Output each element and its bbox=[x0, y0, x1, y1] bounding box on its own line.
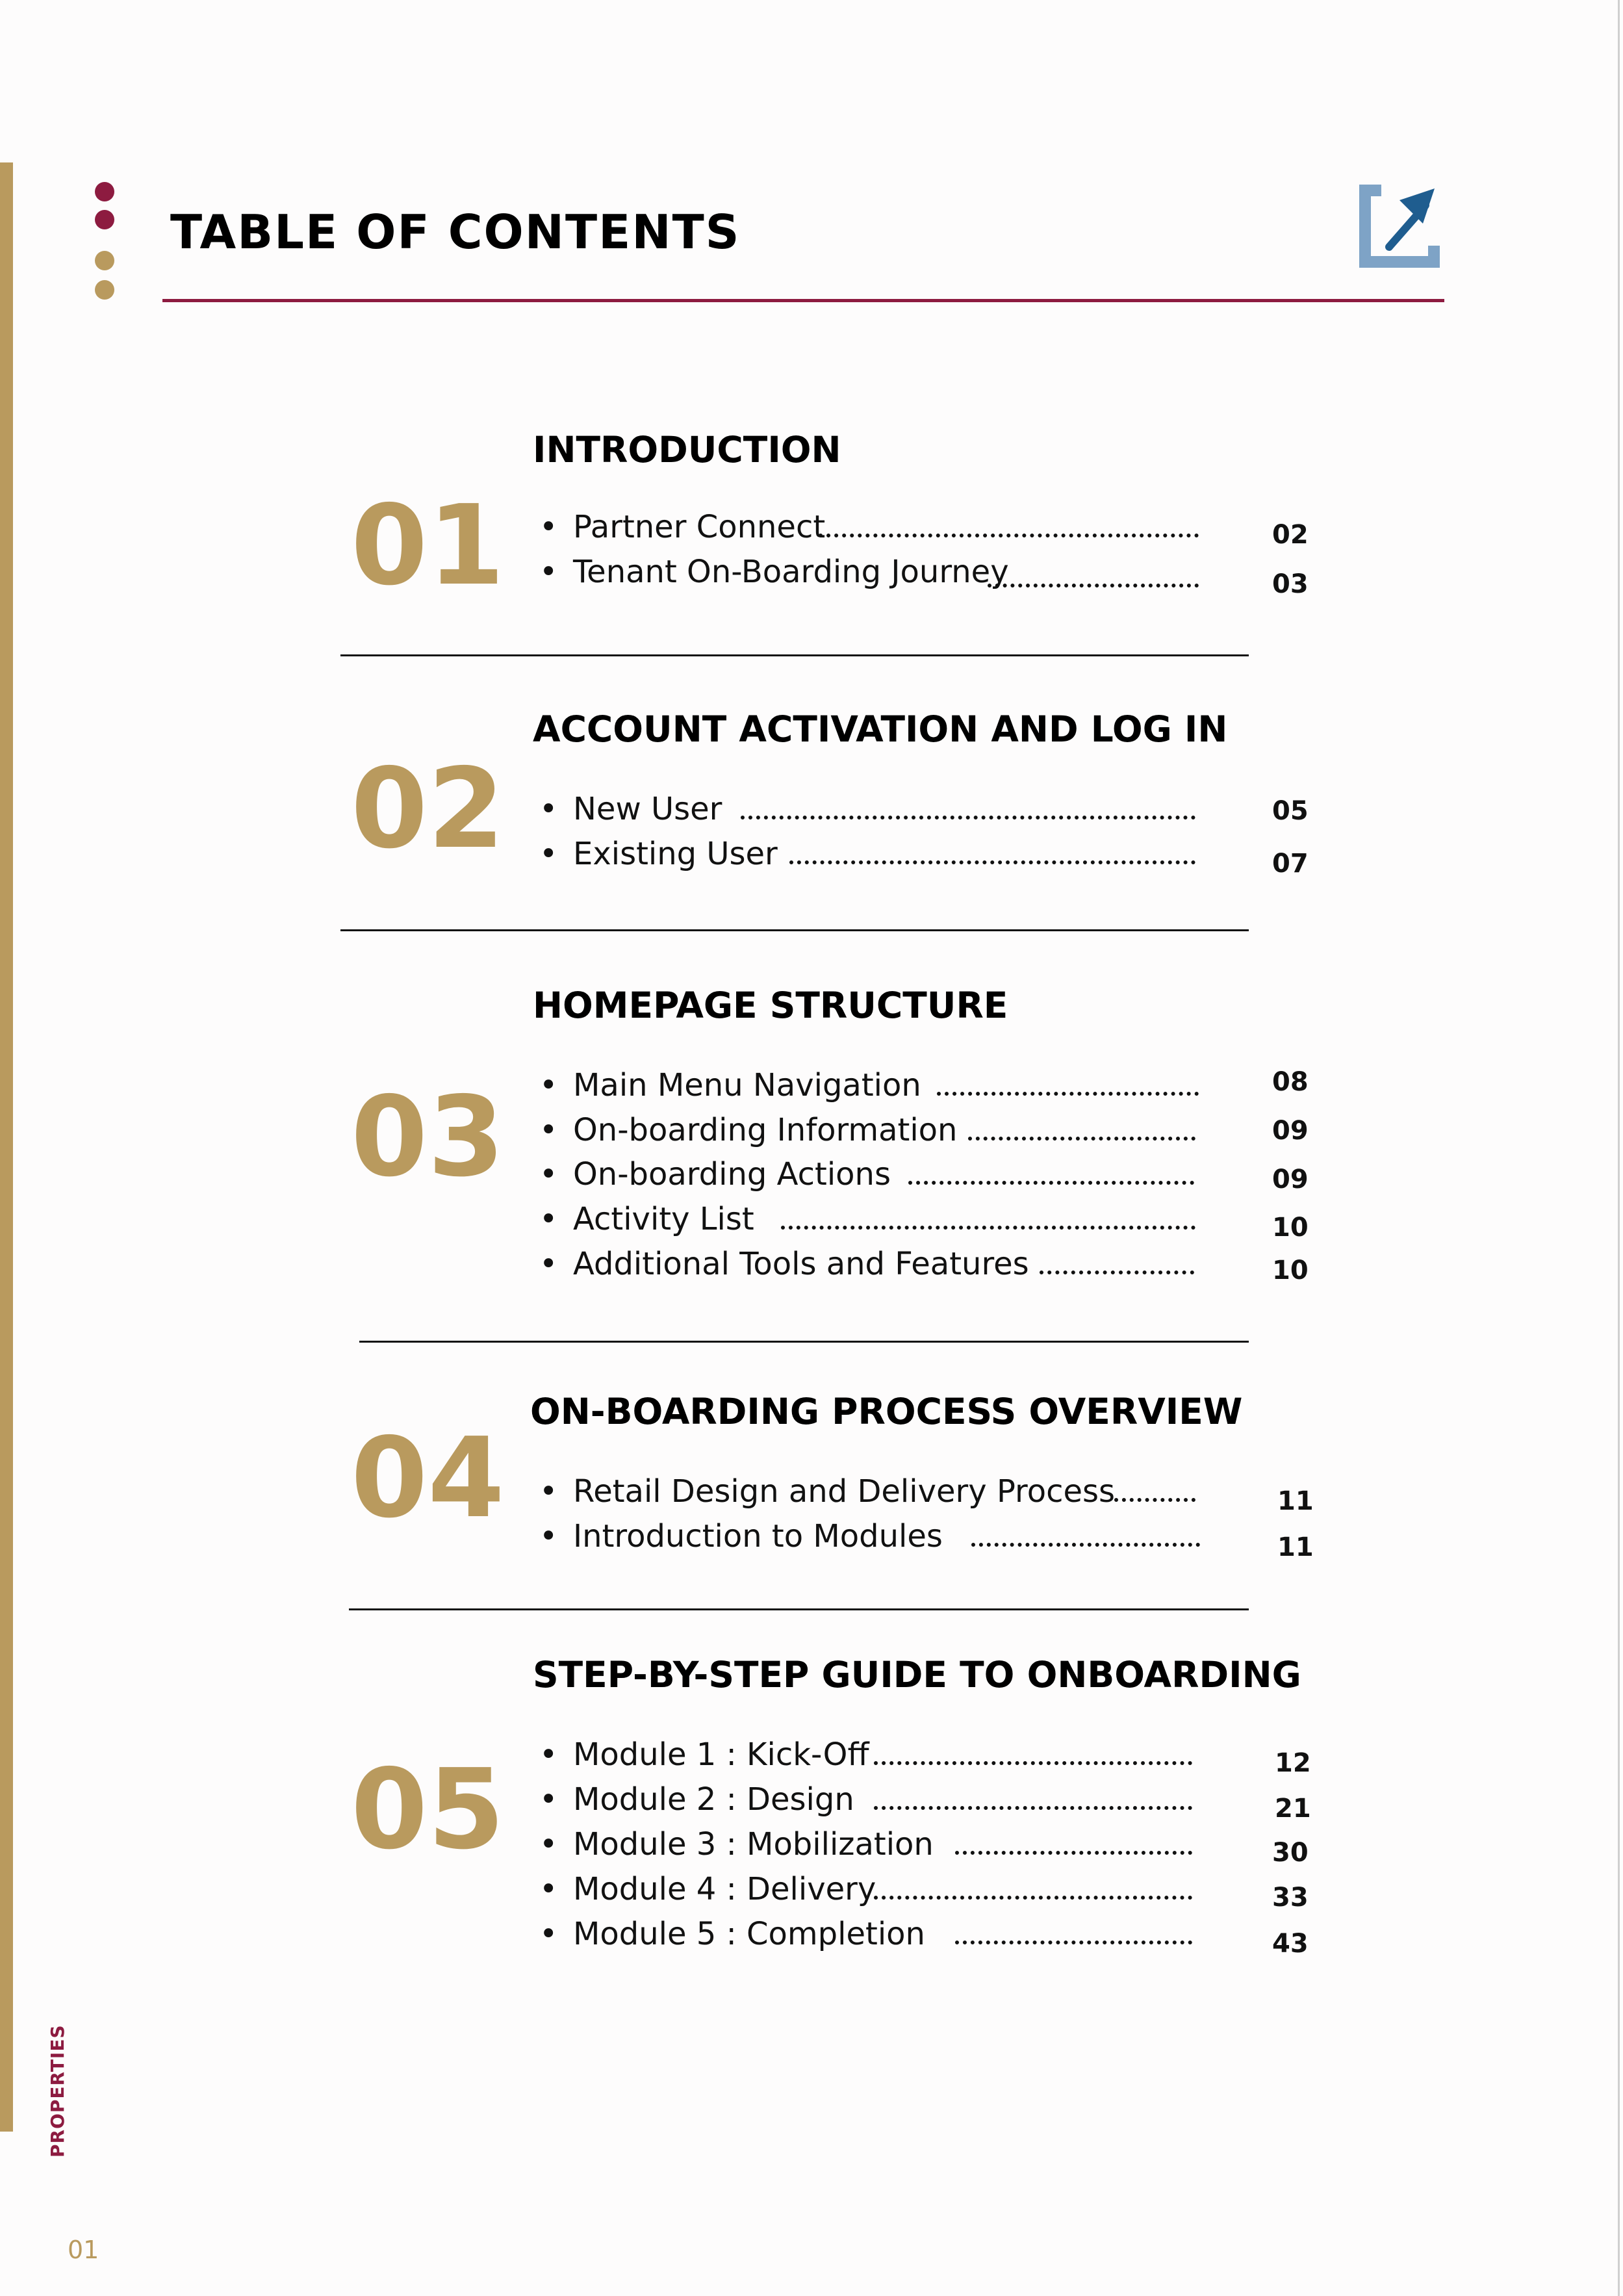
entry-page-number: 09 bbox=[1272, 1165, 1309, 1194]
entry-page-number: 07 bbox=[1272, 849, 1309, 879]
toc-entry[interactable] bbox=[539, 1916, 1192, 1955]
title-underline bbox=[162, 299, 1444, 302]
toc-entry[interactable] bbox=[539, 1156, 1194, 1195]
section-divider bbox=[359, 1341, 1249, 1343]
entry-label: Module 1 : Kick-Off bbox=[573, 1736, 869, 1773]
section-divider bbox=[349, 1608, 1249, 1610]
page-title: TABLE OF CONTENTS bbox=[170, 205, 741, 259]
entry-label: Module 4 : Delivery bbox=[573, 1871, 876, 1907]
entry-label: Tenant On-Boarding Journey bbox=[573, 554, 1009, 590]
section-divider bbox=[340, 654, 1249, 656]
entry-label: Module 5 : Completion bbox=[573, 1916, 925, 1952]
bullet-icon: • bbox=[539, 1067, 558, 1103]
bullet-icon: • bbox=[539, 1246, 558, 1282]
dot-leader bbox=[955, 1941, 1192, 1944]
toc-entry[interactable] bbox=[539, 554, 1199, 593]
toc-entry[interactable] bbox=[539, 509, 1199, 548]
bullet-icon: • bbox=[539, 1781, 558, 1818]
decor-dot-maroon-1 bbox=[95, 182, 114, 201]
entry-label: Module 2 : Design bbox=[573, 1781, 854, 1818]
section-heading[interactable]: ON-BOARDING PROCESS OVERVIEW bbox=[530, 1391, 1243, 1432]
dot-leader bbox=[937, 1092, 1199, 1096]
toc-entry[interactable] bbox=[539, 1736, 1192, 1775]
bullet-icon: • bbox=[539, 554, 558, 590]
section-number: 04 bbox=[351, 1414, 505, 1543]
toc-entry[interactable] bbox=[539, 1067, 1199, 1106]
left-accent-bar bbox=[0, 162, 13, 2132]
page-edge-line bbox=[1618, 0, 1620, 2296]
bullet-icon: • bbox=[539, 1473, 558, 1510]
entry-page-number: 03 bbox=[1272, 569, 1309, 599]
bullet-icon: • bbox=[539, 1826, 558, 1863]
toc-entry[interactable] bbox=[539, 1871, 1192, 1910]
toc-entry[interactable] bbox=[539, 1518, 1200, 1557]
bullet-icon: • bbox=[539, 1518, 558, 1554]
dot-leader bbox=[968, 1137, 1195, 1141]
entry-label: Existing User bbox=[573, 836, 778, 872]
toc-entry[interactable] bbox=[539, 1826, 1192, 1865]
dot-leader bbox=[988, 584, 1199, 587]
section-number: 02 bbox=[351, 745, 505, 873]
bullet-icon: • bbox=[539, 1736, 558, 1773]
entry-page-number: 10 bbox=[1272, 1256, 1309, 1285]
entry-page-number: 43 bbox=[1272, 1929, 1309, 1959]
toc-entry[interactable] bbox=[539, 1201, 1195, 1240]
dot-leader bbox=[908, 1181, 1194, 1185]
bullet-icon: • bbox=[539, 836, 558, 872]
entry-label: Module 3 : Mobilization bbox=[573, 1826, 934, 1863]
entry-page-number: 05 bbox=[1272, 796, 1309, 826]
section-heading[interactable]: INTRODUCTION bbox=[533, 429, 841, 471]
entry-label: Retail Design and Delivery Process bbox=[573, 1473, 1116, 1510]
dot-leader bbox=[955, 1851, 1192, 1855]
entry-page-number: 11 bbox=[1277, 1486, 1314, 1516]
dot-leader bbox=[874, 1761, 1192, 1765]
bullet-icon: • bbox=[539, 1871, 558, 1907]
section-number: 01 bbox=[351, 482, 505, 610]
dot-leader bbox=[874, 1806, 1192, 1810]
bullet-icon: • bbox=[539, 791, 558, 827]
entry-page-number: 30 bbox=[1272, 1838, 1309, 1868]
toc-entry[interactable] bbox=[539, 836, 1195, 875]
decor-dot-gold-2 bbox=[95, 280, 114, 300]
toc-entry[interactable] bbox=[539, 791, 1195, 830]
bullet-icon: • bbox=[539, 1201, 558, 1237]
toc-entry[interactable] bbox=[539, 1112, 1195, 1151]
bullet-icon: • bbox=[539, 509, 558, 545]
entry-page-number: 09 bbox=[1272, 1116, 1309, 1146]
entry-page-number: 11 bbox=[1277, 1532, 1314, 1562]
section-heading[interactable]: ACCOUNT ACTIVATION AND LOG IN bbox=[533, 708, 1228, 750]
bullet-icon: • bbox=[539, 1156, 558, 1193]
entry-label: Activity List bbox=[573, 1201, 754, 1237]
entry-label: On-boarding Actions bbox=[573, 1156, 891, 1193]
entry-page-number: 33 bbox=[1272, 1883, 1309, 1913]
entry-page-number: 02 bbox=[1272, 520, 1309, 550]
entry-page-number: 21 bbox=[1275, 1794, 1311, 1824]
toc-entry[interactable] bbox=[539, 1781, 1192, 1820]
dot-leader bbox=[1040, 1271, 1194, 1274]
section-heading[interactable]: STEP-BY-STEP GUIDE TO ONBOARDING bbox=[533, 1654, 1301, 1696]
entry-page-number: 10 bbox=[1272, 1213, 1309, 1243]
entry-label: On-boarding Information bbox=[573, 1112, 958, 1148]
dot-leader bbox=[874, 1896, 1192, 1900]
dot-leader bbox=[1114, 1498, 1195, 1502]
dot-leader bbox=[789, 860, 1195, 864]
toc-entry[interactable] bbox=[539, 1473, 1195, 1512]
decor-dot-gold-1 bbox=[95, 251, 114, 270]
toc-entry[interactable] bbox=[539, 1246, 1194, 1285]
section-divider bbox=[340, 929, 1249, 931]
dot-leader bbox=[781, 1226, 1195, 1230]
entry-label: Introduction to Modules bbox=[573, 1518, 943, 1554]
dot-leader bbox=[819, 534, 1199, 537]
decor-dot-maroon-2 bbox=[95, 210, 114, 229]
dot-leader bbox=[741, 816, 1195, 819]
entry-label: New User bbox=[573, 791, 722, 827]
footer-brand: PROPERTIES bbox=[47, 2024, 68, 2158]
dot-leader bbox=[971, 1543, 1200, 1547]
section-number: 03 bbox=[351, 1073, 505, 1202]
logo-icon bbox=[1357, 182, 1442, 270]
entry-label: Additional Tools and Features bbox=[573, 1246, 1029, 1282]
section-heading[interactable]: HOMEPAGE STRUCTURE bbox=[533, 985, 1008, 1026]
section-number: 05 bbox=[351, 1746, 505, 1874]
entry-page-number: 12 bbox=[1275, 1748, 1311, 1778]
entry-label: Main Menu Navigation bbox=[573, 1067, 921, 1103]
entry-page-number: 08 bbox=[1272, 1067, 1309, 1097]
entry-label: Partner Connect bbox=[573, 509, 826, 545]
bullet-icon: • bbox=[539, 1112, 558, 1148]
footer-page-number: 01 bbox=[68, 2236, 99, 2264]
bullet-icon: • bbox=[539, 1916, 558, 1952]
